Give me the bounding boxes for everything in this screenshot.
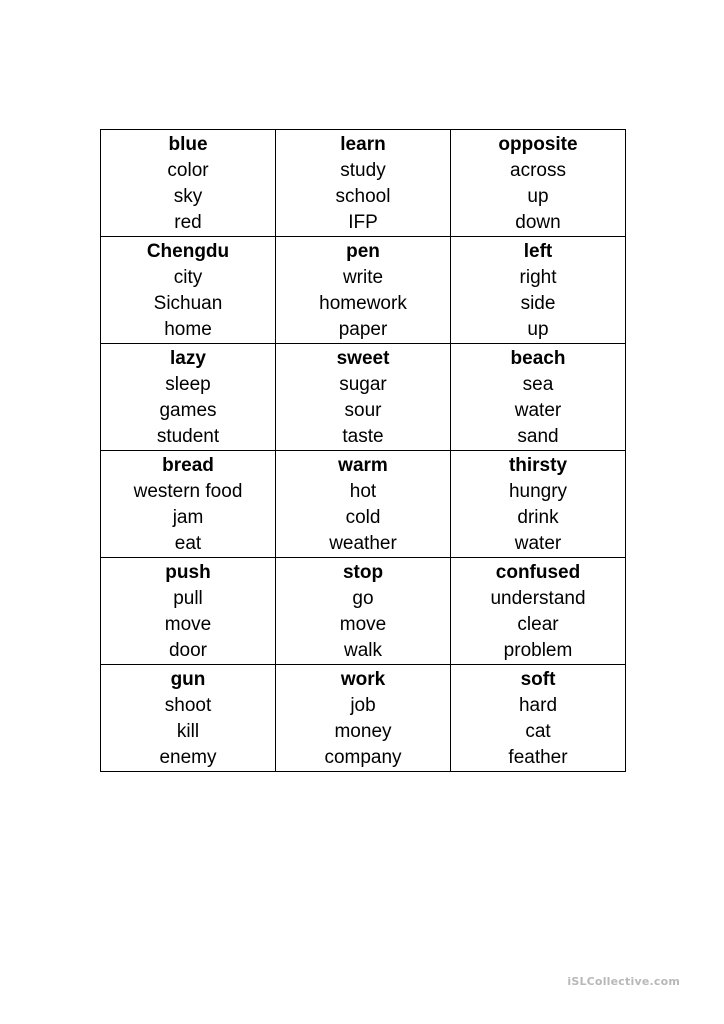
- card-word: red: [174, 212, 202, 233]
- card-word: hard: [518, 695, 558, 716]
- word-card: [451, 451, 626, 558]
- card-keyword: pen: [346, 241, 380, 262]
- card-word: paper: [338, 319, 388, 340]
- word-card: [276, 237, 451, 344]
- word-card: [276, 451, 451, 558]
- card-word: sleep: [165, 374, 211, 395]
- card-word: door: [168, 640, 208, 661]
- word-card: [101, 451, 276, 558]
- card-word: IFP: [348, 212, 378, 233]
- word-card: [451, 665, 626, 772]
- card-word: enemy: [159, 747, 217, 768]
- card-word: sky: [173, 186, 203, 207]
- card-word: sugar: [339, 374, 387, 395]
- card-word: drink: [517, 507, 559, 528]
- card-keyword: bread: [162, 455, 214, 476]
- table-row: [101, 130, 626, 237]
- word-card: [276, 558, 451, 665]
- word-card: [101, 344, 276, 451]
- card-word: cold: [345, 507, 381, 528]
- card-word: walk: [343, 640, 382, 661]
- card-keyword: confused: [495, 562, 581, 583]
- card-keyword: left: [523, 241, 553, 262]
- card-keyword: learn: [340, 134, 386, 155]
- card-word: hungry: [508, 481, 568, 502]
- word-card: [276, 344, 451, 451]
- card-word: sour: [344, 400, 382, 421]
- card-keyword: beach: [510, 348, 566, 369]
- card-word: western food: [133, 481, 243, 502]
- watermark-logo: iSLCollective.com: [567, 975, 680, 988]
- card-keyword: blue: [168, 134, 208, 155]
- card-keyword: stop: [342, 562, 384, 583]
- table-row: [101, 665, 626, 772]
- card-keyword: warm: [338, 455, 388, 476]
- card-word: shoot: [164, 695, 212, 716]
- card-word: across: [510, 160, 566, 181]
- card-keyword: opposite: [498, 134, 578, 155]
- table-row: [101, 344, 626, 451]
- word-card: [101, 237, 276, 344]
- card-word: problem: [503, 640, 573, 661]
- card-word: company: [324, 747, 402, 768]
- card-word: Sichuan: [153, 293, 223, 314]
- card-word: money: [334, 721, 392, 742]
- card-word: move: [164, 614, 212, 635]
- table-row: [101, 237, 626, 344]
- card-keyword: sweet: [336, 348, 390, 369]
- card-keyword: lazy: [170, 348, 206, 369]
- card-word: water: [514, 400, 562, 421]
- card-word: homework: [319, 293, 407, 314]
- card-word: games: [159, 400, 217, 421]
- card-word: side: [520, 293, 556, 314]
- card-word: sea: [522, 374, 554, 395]
- word-card: [101, 665, 276, 772]
- word-card: [451, 344, 626, 451]
- card-keyword: push: [165, 562, 211, 583]
- card-word: eat: [174, 533, 202, 554]
- card-word: right: [519, 267, 557, 288]
- card-word: sand: [517, 426, 559, 447]
- card-word: color: [167, 160, 209, 181]
- card-word: pull: [173, 588, 203, 609]
- card-word: feather: [508, 747, 568, 768]
- card-word: kill: [176, 721, 200, 742]
- card-word: city: [173, 267, 203, 288]
- word-card: [276, 130, 451, 237]
- card-keyword: work: [340, 669, 386, 690]
- table-row: [101, 558, 626, 665]
- card-word: cat: [525, 721, 551, 742]
- card-word: home: [164, 319, 212, 340]
- card-word: up: [527, 319, 549, 340]
- card-word: student: [156, 426, 220, 447]
- card-word: study: [340, 160, 386, 181]
- card-word: water: [514, 533, 562, 554]
- word-card: [101, 130, 276, 237]
- word-card: [451, 237, 626, 344]
- card-keyword: thirsty: [508, 455, 568, 476]
- card-word: clear: [517, 614, 559, 635]
- word-card: [451, 558, 626, 665]
- card-word: hot: [349, 481, 377, 502]
- card-word: write: [342, 267, 384, 288]
- card-keyword: soft: [520, 669, 556, 690]
- card-word: weather: [329, 533, 397, 554]
- card-word: taste: [342, 426, 384, 447]
- card-keyword: gun: [170, 669, 206, 690]
- card-word: jam: [172, 507, 204, 528]
- card-word: move: [339, 614, 387, 635]
- word-card: [451, 130, 626, 237]
- card-word: school: [335, 186, 391, 207]
- word-card: [276, 665, 451, 772]
- taboo-word-table: [100, 129, 626, 772]
- card-word: understand: [490, 588, 586, 609]
- word-card: [101, 558, 276, 665]
- table-row: [101, 451, 626, 558]
- card-word: go: [352, 588, 374, 609]
- card-word: up: [527, 186, 549, 207]
- card-keyword: Chengdu: [146, 241, 230, 262]
- card-word: down: [515, 212, 561, 233]
- card-word: job: [350, 695, 376, 716]
